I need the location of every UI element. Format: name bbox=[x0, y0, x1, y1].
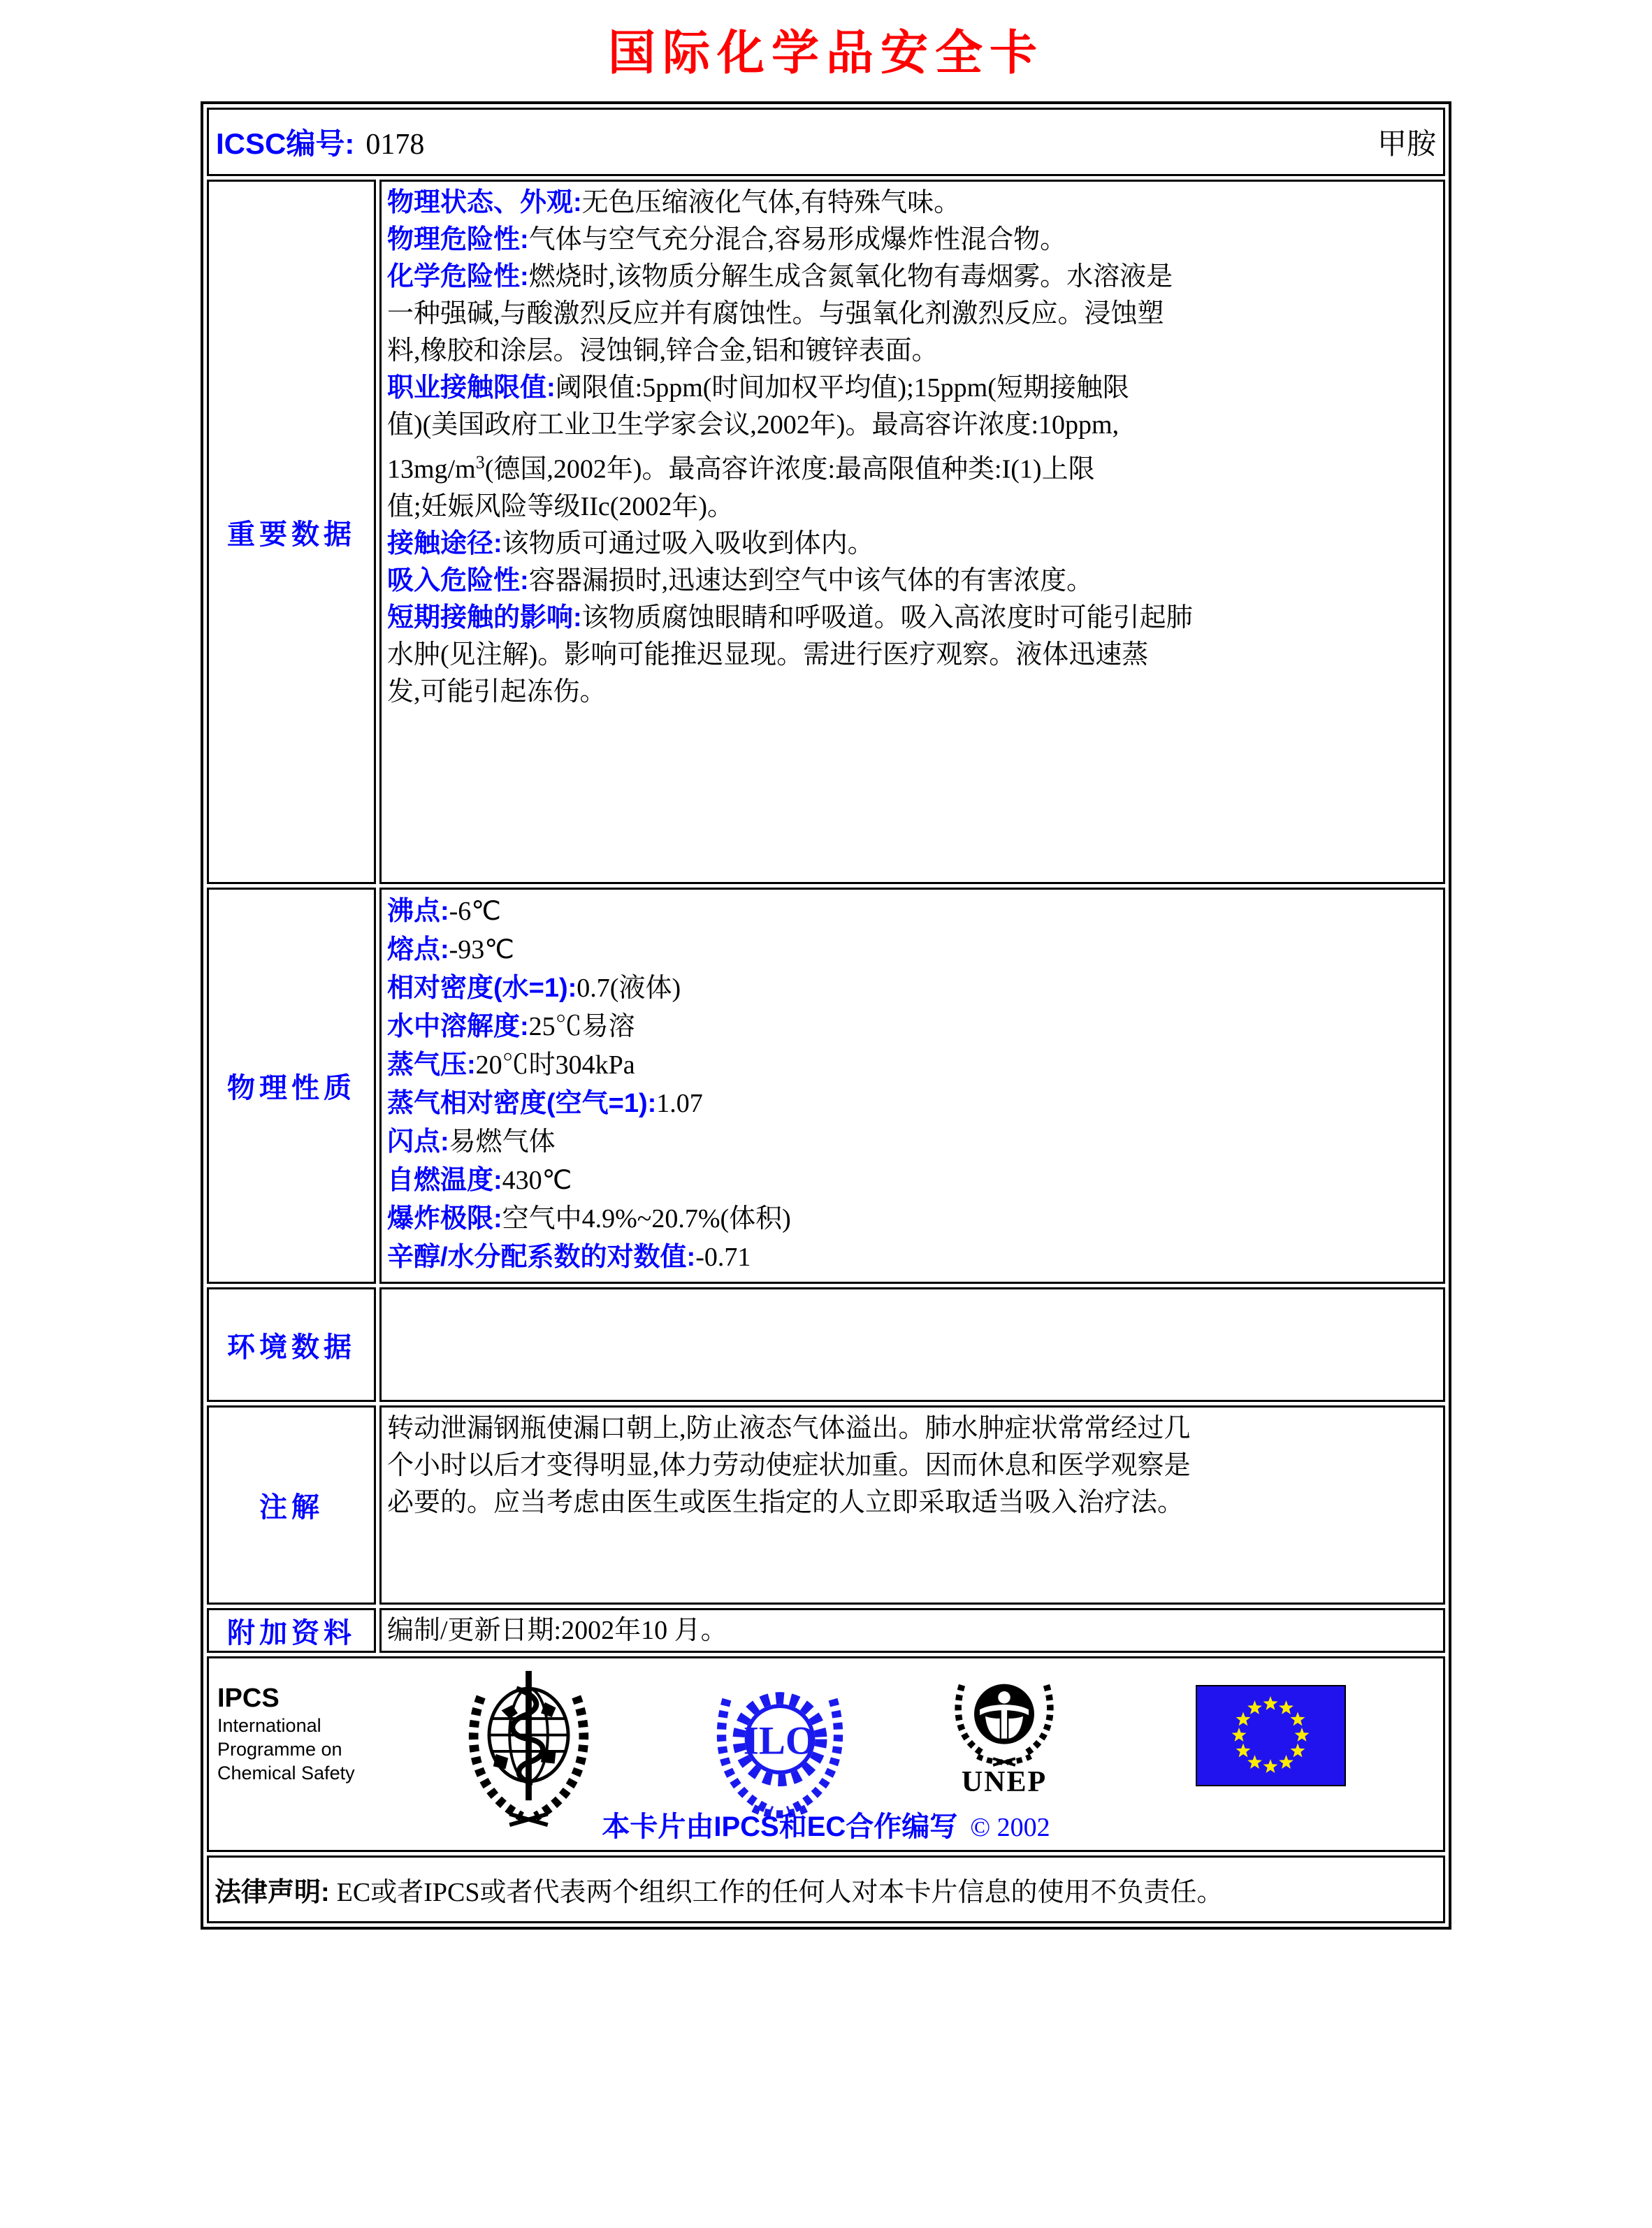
section-content-environmental-data bbox=[379, 1287, 1445, 1402]
ilo-logo bbox=[713, 1675, 846, 1819]
legal-label: 法律声明: bbox=[215, 1878, 330, 1907]
credit-text: 本卡片由IPCS和EC合作编写 bbox=[602, 1811, 958, 1842]
icsc-card bbox=[201, 101, 1451, 1930]
section-label-environmental-data: 环境数据 bbox=[207, 1287, 376, 1402]
legal-row bbox=[207, 1856, 1445, 1923]
text-line: 值)(美国政府工业卫生学家会议,2002年)。最高容许浓度:10ppm, bbox=[387, 410, 1120, 440]
credit-line bbox=[209, 1804, 1443, 1844]
logos-row bbox=[207, 1656, 1445, 1852]
icsc-number-value: 0178 bbox=[365, 129, 425, 161]
section-content-notes bbox=[379, 1405, 1445, 1605]
icsc-number-group bbox=[216, 121, 424, 163]
section-row-environmental-data bbox=[207, 1287, 1445, 1402]
text-line: 水中溶解度:25℃易溶 bbox=[387, 1012, 635, 1041]
text-line: 转动泄漏钢瓶使漏口朝上,防止液态气体溢出。肺水肿症状常常经过几 bbox=[387, 1414, 1191, 1443]
text-line: 熔点:-93℃ bbox=[387, 935, 514, 964]
text-line: 蒸气相对密度(空气=1):1.07 bbox=[387, 1089, 703, 1118]
header-row bbox=[207, 108, 1445, 176]
text-line: 蒸气压:20℃时304kPa bbox=[387, 1050, 635, 1080]
text-line: $13mg/m^3$(德国,2002年)。最高容许浓度:最高限值种类:I(1)上限 bbox=[387, 452, 1095, 484]
text-line: 相对密度(水=1):0.7(液体) bbox=[387, 974, 681, 1003]
section-row-physical-properties bbox=[207, 888, 1445, 1284]
text-line: 辛醇/水分配系数的对数值:-0.71 bbox=[387, 1243, 751, 1272]
section-content-additional-info bbox=[379, 1608, 1445, 1653]
text-line: 水肿(见注解)。影响可能推迟显现。需进行医疗观察。液体迅速蒸 bbox=[387, 639, 1149, 670]
text-line: 短期接触的影响:该物质腐蚀眼睛和呼吸道。吸入高浓度时可能引起肺 bbox=[387, 602, 1193, 632]
ipcs-title: IPCS bbox=[217, 1684, 280, 1713]
legal-text: EC或者IPCS或者代表两个组织工作的任何人对本卡片信息的使用不负责任。 bbox=[336, 1878, 1224, 1907]
logos-cell bbox=[207, 1656, 1445, 1852]
section-row-notes bbox=[207, 1405, 1445, 1605]
svg-text:ILO: ILO bbox=[743, 1719, 817, 1763]
text-line: 必要的。应当考虑由医生或医生指定的人立即采取适当吸入治疗法。 bbox=[387, 1488, 1184, 1517]
section-content-important-data bbox=[379, 180, 1445, 884]
unep-logo bbox=[948, 1670, 1060, 1767]
icsc-number-label: ICSC编号: bbox=[216, 127, 355, 160]
copyright-text: © 2002 bbox=[970, 1813, 1050, 1842]
text-line: 沸点:-6℃ bbox=[387, 897, 501, 926]
text-line: 化学危险性:燃烧时,该物质分解生成含氮氧化物有毒烟雾。水溶液是 bbox=[387, 262, 1173, 291]
ipcs-subtitle-line: Programme on bbox=[217, 1739, 342, 1760]
section-label-physical-properties: 物理性质 bbox=[207, 888, 376, 1284]
header-cell bbox=[207, 108, 1445, 176]
text-line: 物理危险性:气体与空气充分混合,容易形成爆炸性混合物。 bbox=[387, 225, 1067, 254]
section-label-notes: 注解 bbox=[207, 1405, 376, 1605]
text-line: 闪点:易燃气体 bbox=[387, 1127, 556, 1157]
section-content-physical-properties bbox=[379, 888, 1445, 1284]
text-line: 料,橡胶和涂层。浸蚀铜,锌合金,铝和镀锌表面。 bbox=[387, 336, 939, 366]
text-line: 个小时以后才变得明显,体力劳动使症状加重。因而休息和医学观察是 bbox=[387, 1451, 1191, 1480]
text-line: 一种强碱,与酸激烈反应并有腐蚀性。与强氧化剂激烈反应。浸蚀塑 bbox=[387, 299, 1164, 328]
text-line: 编制/更新日期:2002年10 月。 bbox=[387, 1615, 727, 1645]
unep-block bbox=[948, 1670, 1060, 1799]
text-line: 自燃温度:430℃ bbox=[387, 1166, 572, 1195]
icsc-card-page bbox=[0, 15, 1652, 1930]
ipcs-subtitle-line: Chemical Safety bbox=[217, 1763, 355, 1784]
text-line: 值;妊娠风险等级IIc(2002年)。 bbox=[387, 491, 734, 521]
text-line: 物理状态、外观:无色压缩液化气体,有特殊气味。 bbox=[387, 188, 961, 217]
unep-wordmark: UNEP bbox=[961, 1766, 1048, 1798]
legal-cell bbox=[207, 1856, 1445, 1923]
chemical-name: 甲胺 bbox=[1377, 129, 1436, 161]
text-line: 职业接触限值:阈限值:5ppm(时间加权平均值);15ppm(短期接触限 bbox=[387, 373, 1129, 403]
section-label-important-data: 重要数据 bbox=[207, 180, 376, 884]
page-title: 国际化学品安全卡 bbox=[607, 27, 1044, 80]
text-line: 爆炸极限:空气中4.9%~20.7%(体积) bbox=[387, 1204, 791, 1234]
text-line: 接触途径:该物质可通过吸入吸收到体内。 bbox=[387, 528, 874, 558]
text-line: 发,可能引起冻伤。 bbox=[387, 677, 607, 707]
eu-flag bbox=[1196, 1685, 1346, 1786]
section-row-additional-info bbox=[207, 1608, 1445, 1653]
section-row-important-data bbox=[207, 180, 1445, 884]
section-label-additional-info: 附加资料 bbox=[207, 1608, 376, 1653]
ipcs-block bbox=[217, 1684, 355, 1785]
text-line: 吸入危险性:容器漏损时,迅速达到空气中该气体的有害浓度。 bbox=[387, 565, 1094, 595]
ipcs-subtitle-line: International bbox=[217, 1715, 321, 1736]
